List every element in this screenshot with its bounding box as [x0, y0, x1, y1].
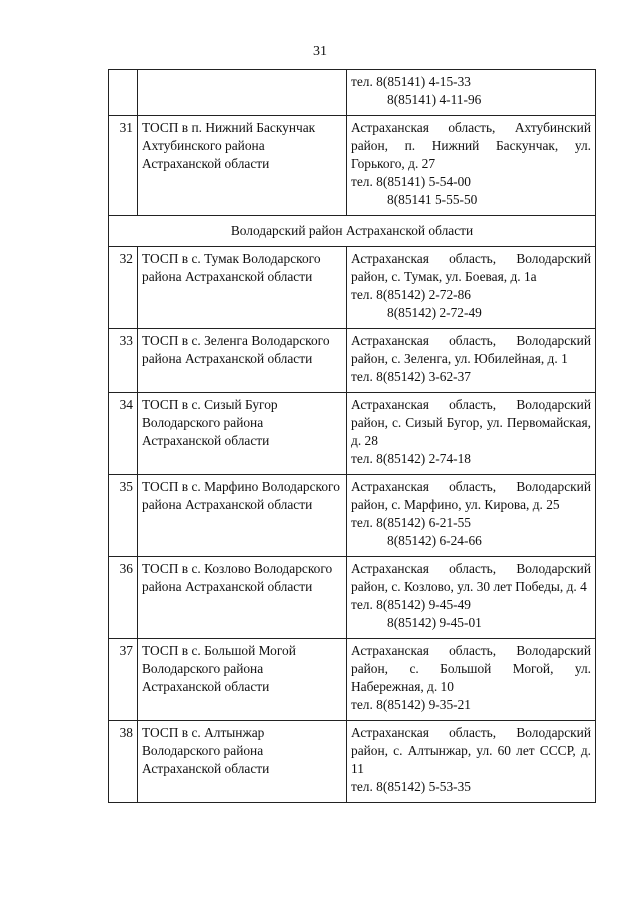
- row-number: 38: [109, 721, 138, 803]
- section-header-row: [109, 216, 596, 247]
- phone-number: 8(85142) 9-45-01: [387, 615, 482, 630]
- address-text: Астраханская область, Володарский район, с. Большой Могой, ул. Набережная, д. 10: [351, 643, 591, 694]
- address-text: Астраханская область, Ахтубинский район, п. Нижний Баскунчак, ул. Горького, д. 27: [351, 120, 591, 171]
- phone-number: тел. 8(85142) 2-74-18: [351, 451, 472, 466]
- office-name: ТОСП в с. Зеленга Володарского района Астраханской области: [138, 329, 347, 393]
- row-number: 36: [109, 557, 138, 639]
- phone-number: тел. 8(85142) 6-21-55: [351, 515, 472, 530]
- office-name: ТОСП в с. Тумак Володарского района Астраханской области: [138, 247, 347, 329]
- office-address: [347, 557, 596, 639]
- office-address: [347, 475, 596, 557]
- row-number: 37: [109, 639, 138, 721]
- table-row: [109, 475, 596, 557]
- phone-number: 8(85142) 2-72-49: [387, 305, 482, 320]
- phone-number: тел. 8(85142) 5-53-35: [351, 779, 472, 794]
- office-address: [347, 70, 596, 116]
- phone-number: 8(85142) 6-24-66: [387, 533, 482, 548]
- office-address: [347, 721, 596, 803]
- table-row: [109, 557, 596, 639]
- offices-table-body: [109, 70, 596, 803]
- office-address: [347, 247, 596, 329]
- phone-number: 8(85141) 4-11-96: [387, 92, 482, 107]
- phone-number: тел. 8(85142) 3-62-37: [351, 369, 472, 384]
- office-address: [347, 116, 596, 216]
- address-text: Астраханская область, Володарский район, с. Зеленга, ул. Юбилейная, д. 1: [351, 333, 591, 366]
- address-text: Астраханская область, Володарский район, с. Алтынжар, ул. 60 лет СССР, д. 11: [351, 725, 591, 776]
- phone-number: 8(85141 5-55-50: [387, 192, 478, 207]
- row-number: 35: [109, 475, 138, 557]
- table-row: [109, 639, 596, 721]
- address-text: Астраханская область, Володарский район, с. Марфино, ул. Кирова, д. 25: [351, 479, 591, 512]
- table-row: [109, 116, 596, 216]
- table-row: [109, 393, 596, 475]
- row-number: [109, 70, 138, 116]
- offices-table: [108, 69, 596, 803]
- table-row: [109, 329, 596, 393]
- office-address: [347, 639, 596, 721]
- table-row: [109, 247, 596, 329]
- office-address: [347, 329, 596, 393]
- table-row: [109, 721, 596, 803]
- phone-number: тел. 8(85141) 4-15-33: [351, 74, 472, 89]
- office-name: ТОСП в с. Марфино Володарского района Астраханской области: [138, 475, 347, 557]
- address-text: Астраханская область, Володарский район, с. Сизый Бугор, ул. Первомайская, д. 28: [351, 397, 591, 448]
- office-name: ТОСП в с. Большой Могой Володарского района Астраханской области: [138, 639, 347, 721]
- row-number: 31: [109, 116, 138, 216]
- table-row: [109, 70, 596, 116]
- row-number: 32: [109, 247, 138, 329]
- office-address: [347, 393, 596, 475]
- phone-number: тел. 8(85141) 5-54-00: [351, 174, 472, 189]
- office-name: ТОСП в п. Нижний Баскунчак Ахтубинского района Астраханской области: [138, 116, 347, 216]
- office-name: ТОСП в с. Алтынжар Володарского района Астраханской области: [138, 721, 347, 803]
- address-text: Астраханская область, Володарский район, с. Тумак, ул. Боевая, д. 1а: [351, 251, 591, 284]
- page-number: 31: [313, 44, 327, 59]
- row-number: 34: [109, 393, 138, 475]
- office-name: ТОСП в с. Сизый Бугор Володарского района Астраханской области: [138, 393, 347, 475]
- row-number: 33: [109, 329, 138, 393]
- phone-number: тел. 8(85142) 2-72-86: [351, 287, 472, 302]
- phone-number: тел. 8(85142) 9-45-49: [351, 597, 472, 612]
- office-name: ТОСП в с. Козлово Володарского района Астраханской области: [138, 557, 347, 639]
- phone-number: тел. 8(85142) 9-35-21: [351, 697, 472, 712]
- office-name: [138, 70, 347, 116]
- section-title: Володарский район Астраханской области: [109, 216, 596, 247]
- address-text: Астраханская область, Володарский район, с. Козлово, ул. 30 лет Победы, д. 4: [351, 561, 591, 594]
